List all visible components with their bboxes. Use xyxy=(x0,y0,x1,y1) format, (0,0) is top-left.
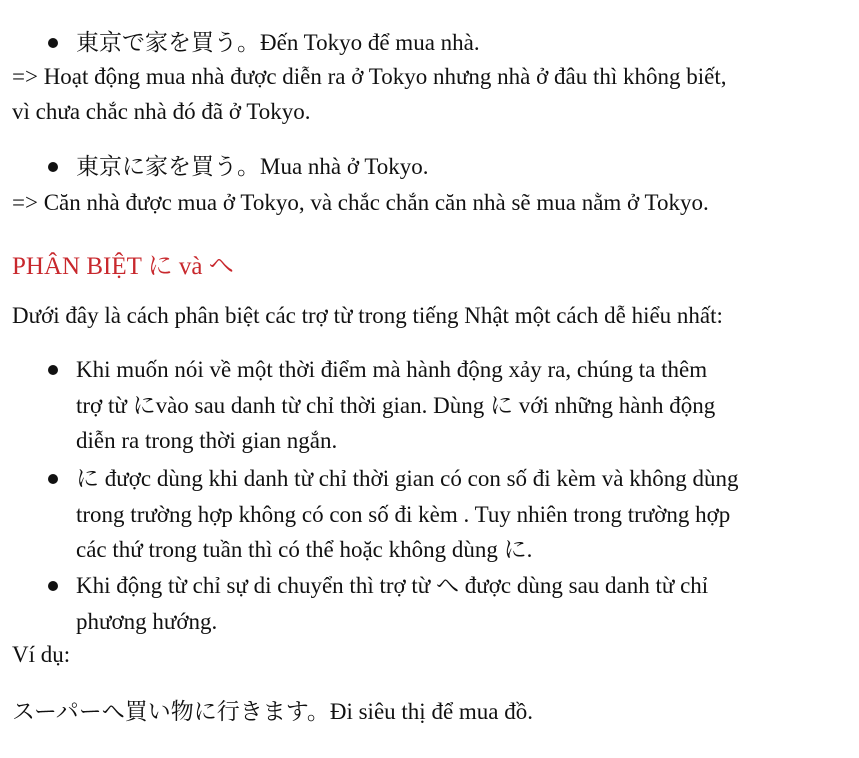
example-1-explanation-line-2: vì chưa chắc nhà đó đã ở Tokyo. xyxy=(12,99,311,124)
bullet-dot-icon xyxy=(48,474,58,484)
example-2-explanation: => Căn nhà được mua ở Tokyo, và chắc chắn căn nhà sẽ mua nằm ở Tokyo. xyxy=(12,190,709,215)
rule-3-line-2: phương hướng. xyxy=(76,609,218,634)
rule-1-line-1: Khi muốn nói về một thời điểm mà hành động xảy ra, chúng ta thêm xyxy=(76,357,708,382)
rule-1-line-2: trợ từ にvào sau danh từ chỉ thời gian. Dùng に với những hành động xyxy=(76,393,716,418)
example-label: Ví dụ: xyxy=(12,642,71,667)
section-heading: PHÂN BIỆT に và へ xyxy=(12,253,234,280)
rule-3-line-1: Khi động từ chỉ sự di chuyển thì trợ từ へ được dùng sau danh từ chỉ xyxy=(76,573,709,598)
example-bullet-2-text: 東京に家を買う。Mua nhà ở Tokyo. xyxy=(76,154,429,179)
bullet-dot-icon xyxy=(48,162,58,172)
bullet-dot-icon xyxy=(48,38,58,48)
rule-2-line-1: に được dùng khi danh từ chỉ thời gian có con số đi kèm và không dùng xyxy=(76,466,739,491)
bullet-dot-icon xyxy=(48,581,58,591)
rule-1-line-3: diễn ra trong thời gian ngắn. xyxy=(76,428,338,453)
rule-2-line-3: các thứ trong tuần thì có thể hoặc không dùng に. xyxy=(76,537,533,562)
example-sentence: スーパーへ買い物に行きます。Đi siêu thị để mua đồ. xyxy=(12,699,533,724)
example-1-explanation-line-1: => Hoạt động mua nhà được diễn ra ở Tokyo nhưng nhà ở đâu thì không biết, xyxy=(12,64,727,89)
bullet-dot-icon xyxy=(48,365,58,375)
rule-2-line-2: trong trường hợp không có con số đi kèm . Tuy nhiên trong trường hợp xyxy=(76,502,731,527)
example-bullet-1-text: 東京で家を買う。Đến Tokyo để mua nhà. xyxy=(76,30,480,55)
section-intro: Dưới đây là cách phân biệt các trợ từ trong tiếng Nhật một cách dễ hiểu nhất: xyxy=(12,303,723,328)
